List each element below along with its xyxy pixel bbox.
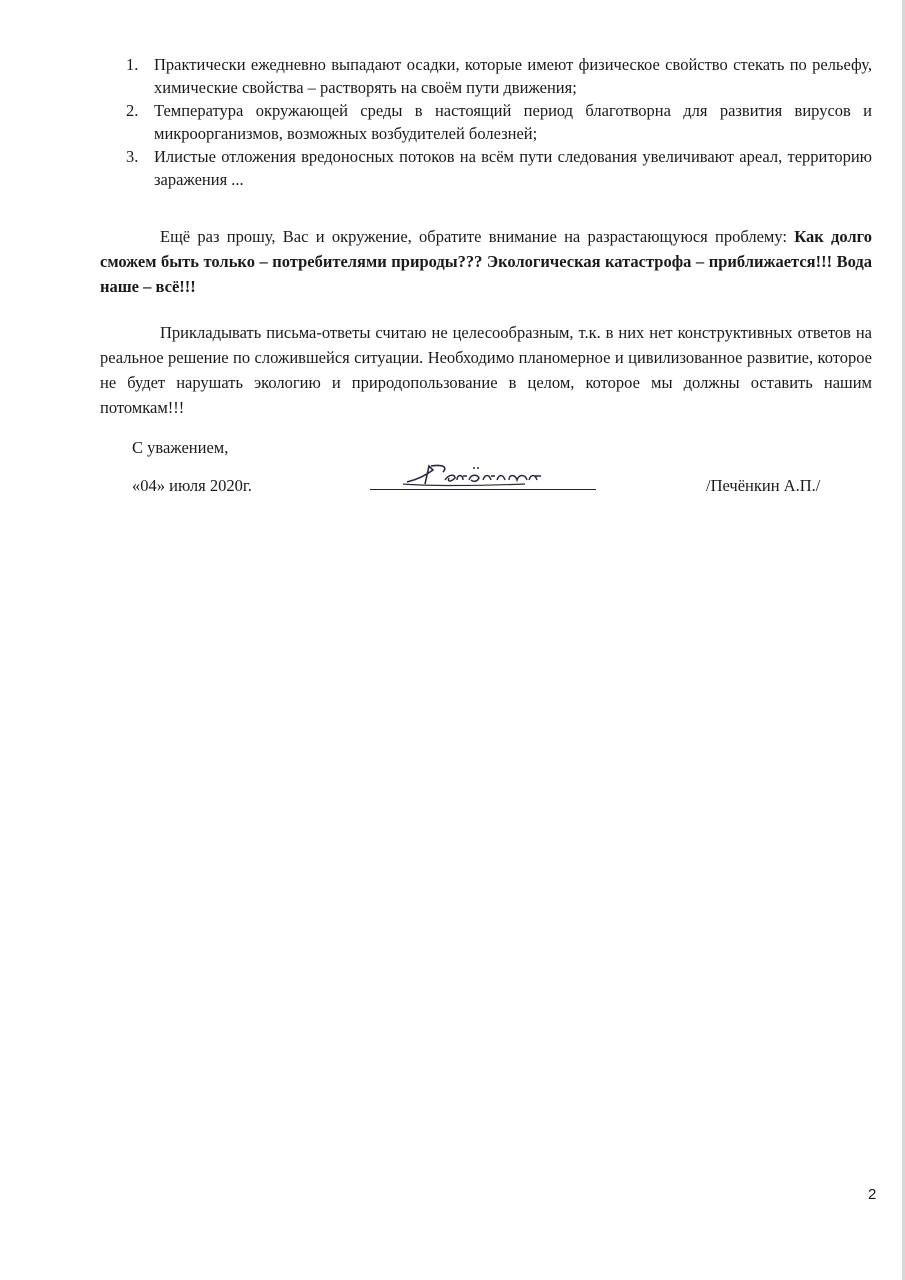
appeal-bold-text: Как долго сможем быть только – потребителями природы??? Экологическая катастрофа – приближается!!! Вода наше – всё!!! — [100, 227, 872, 296]
list-item-number: 3. — [126, 147, 139, 166]
signature-line — [370, 489, 596, 490]
appeal-paragraph — [100, 224, 872, 299]
signer-name: /Печёнкин А.П./ — [706, 476, 821, 495]
closing-salutation: С уважением, — [132, 438, 229, 457]
list-item-text: Илистые отложения вредоносных потоков на всём пути следования увеличивают ареал, территорию заражения ... — [154, 147, 872, 189]
list-item-text: Температура окружающей среды в настоящий период благотворна для развития вирусов и микроорганизмов, возможных возбудителей болезней; — [154, 101, 872, 143]
appeal-text: Ещё раз прошу, Вас и окружение, обратите внимание на разрастающуюся проблему: — [160, 227, 795, 246]
letter-date: «04» июля 2020г. — [132, 476, 252, 495]
numbered-list — [120, 53, 872, 191]
conclusion-paragraph: Прикладывать письма-ответы считаю не целесообразным, т.к. в них нет конструктивных ответов на реальное решение по сложившейся ситуации. Необходимо планомерное и цивилизованное развитие, которое не будет нарушать экологию и природопользование в целом, которое мы должны оставить нашим потомкам!!! — [100, 323, 872, 417]
list-item-number: 1. — [126, 55, 139, 74]
list-item — [120, 145, 872, 191]
signature — [385, 454, 565, 494]
list-item — [120, 99, 872, 145]
page-number: 2 — [868, 1186, 877, 1203]
list-item-text: Практически ежедневно выпадают осадки, которые имеют физическое свойство стекать по рельефу, химические свойства – растворять на своём пути движения; — [154, 55, 872, 97]
list-item — [120, 53, 872, 99]
list-item-number: 2. — [126, 101, 139, 120]
